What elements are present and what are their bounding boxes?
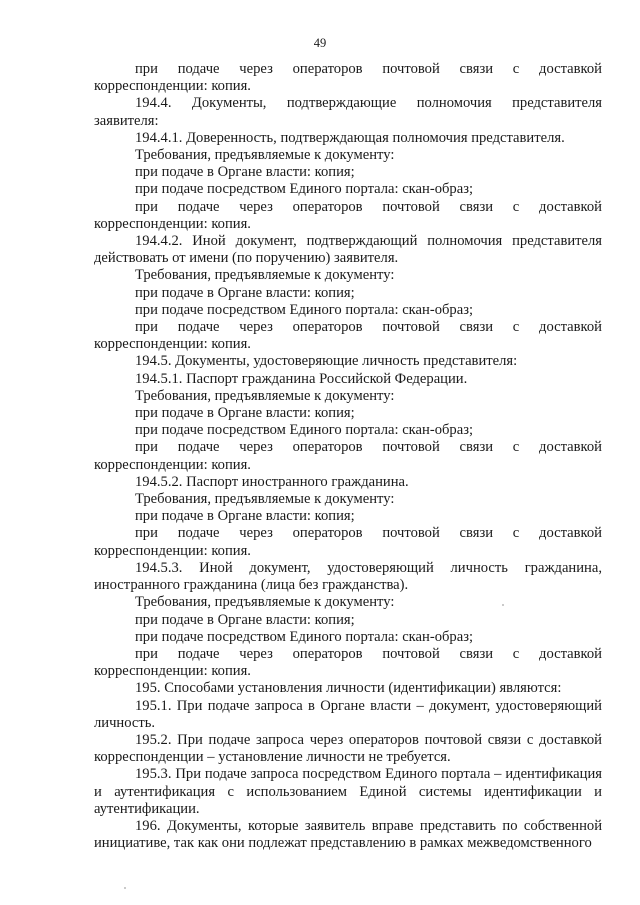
paragraph: 194.5.3. Иной документ, удостоверяющий личность гражданина, иностранного гражданина (лица без гражданства). [94,559,602,594]
paragraph: при подаче посредством Единого портала: скан-образ; [135,422,474,439]
paragraph: при подаче через операторов почтовой связи с доставкой корреспонденции: копия. [94,61,602,95]
paragraph: при подаче через операторов почтовой связи с доставкой корреспонденции: копия. [94,439,602,473]
paragraph: 194.4.2. Иной документ, подтверждающий полномочия представителя действовать от имени (по поручению) заявителя. [94,233,602,267]
paragraph: 195.3. При подаче запроса посредством Единого портала – идентификация и аутентификация с использованием Единой системы идентификации и аутентификации. [94,766,602,817]
paragraph: 194.5. Документы, удостоверяющие личность представителя: [135,353,518,370]
paragraph: Требования, предъявляемые к документу: [135,491,395,508]
scan-speck [502,604,504,606]
paragraph: 194.4. Документы, подтверждающие полномочия представителя заявителя: [94,95,602,129]
paragraph: 195.2. При подаче запроса через операторов почтовой связи с доставкой корреспонденции – установление личности не требуется. [94,731,602,766]
paragraph: при подаче в Органе власти: копия; [135,405,355,422]
paragraph: Требования, предъявляемые к документу: [135,147,395,164]
paragraph: 194.4.1. Доверенность, подтверждающая полномочия представителя. [135,129,565,146]
paragraph: при подаче через операторов почтовой связи с доставкой корреспонденции: копия. [94,525,602,559]
paragraph: Требования, предъявляемые к документу: [135,267,395,284]
paragraph: 194.5.1. Паспорт гражданина Российской Федерации. [135,370,468,387]
paragraph: при подаче в Органе власти: копия; [135,611,355,628]
paragraph: при подаче через операторов почтовой связи с доставкой корреспонденции: копия. [94,198,602,232]
paragraph: Требования, предъявляемые к документу: [135,594,395,611]
page-number: 49 [313,36,327,50]
paragraph: при подаче через операторов почтовой связи с доставкой корреспонденции: копия. [94,645,602,680]
paragraph: при подаче посредством Единого портала: скан-образ; [135,301,474,318]
document-body [94,61,602,852]
paragraph: при подаче через операторов почтовой связи с доставкой корреспонденции: копия. [94,319,602,353]
scan-speck [124,887,126,889]
paragraph: при подаче посредством Единого портала: скан-образ; [135,181,474,198]
paragraph: при подаче в Органе власти: копия; [135,508,355,525]
paragraph: 195.1. При подаче запроса в Органе власти – документ, удостоверяющий личность. [94,697,602,731]
paragraph: при подаче в Органе власти: копия; [135,284,355,301]
paragraph: 195. Способами установления личности (идентификации) являются: [135,680,562,697]
paragraph: 194.5.2. Паспорт иностранного гражданина. [135,473,409,490]
paragraph: Требования, предъявляемые к документу: [135,387,395,404]
paragraph: при подаче посредством Единого портала: скан-образ; [135,628,474,645]
paragraph: при подаче в Органе власти: копия; [135,164,355,181]
paragraph: 196. Документы, которые заявитель вправе представить по собственной инициативе, так как они подлежат представлению в рамках межведомственного [94,817,602,852]
